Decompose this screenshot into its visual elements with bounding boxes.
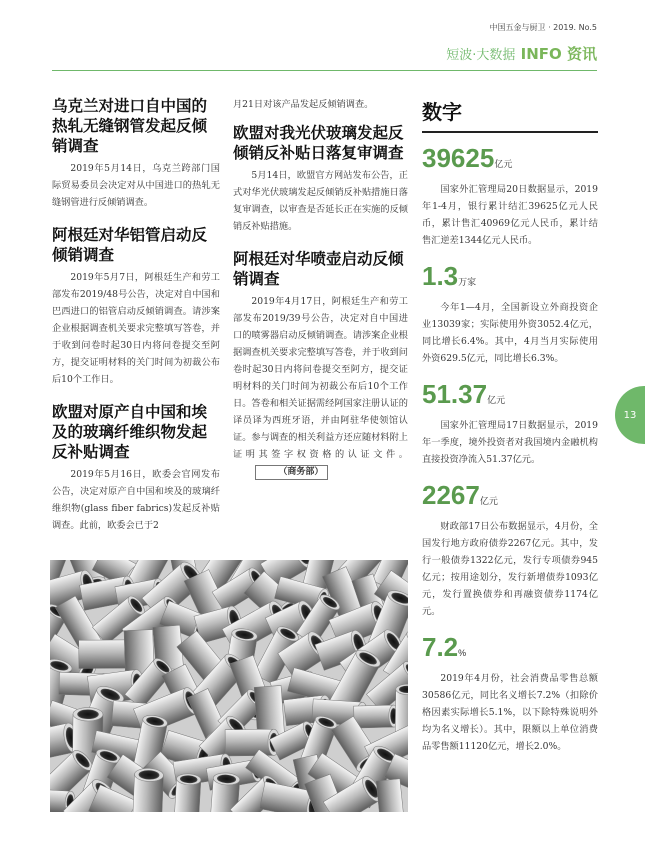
article-body: 2019年5月14日，乌克兰跨部门国际贸易委员会决定对从中国进口的热轧无缝钢管进行反倾销调查。 [52,163,220,208]
source-tag: （商务部） [255,465,328,480]
data-description: 财政部17日公布数据显示，4月份，全国发行地方政府债券2267亿元。其中，发行一般债券1322亿元，发行专项债券945亿元；按用途划分，发行新增债券1093亿元，发行置换债券和再融资债券1174亿元。 [422,521,598,617]
data-item [422,480,598,620]
page-number-tab: 13 [615,386,645,444]
publication-header: 中国五金与厨卫 · 2019. No.5 [489,23,597,32]
data-number-value: 2267 [422,480,480,510]
article-body: 5月14日，欧盟官方网站发布公告，正式对华光伏玻璃发起反倾销反补贴措施日落复审调查，以审查是否延长正在实施的反倾销反补贴措施。 [233,170,408,232]
data-description: 今年1—4月，全国新设立外商投资企业13039家；实际使用外资3052.4亿元，同比增长6.4%。其中，4月当月实际使用外资629.5亿元，同比增长6.3%。 [422,302,598,364]
article-body-text: 2019年4月17日，阿根廷生产和劳工部发布2019/39号公告，决定对自中国进口的喷雾器启动反倾销调查。请涉案企业根据调查机关要求完整填写答卷，并于收到问卷时起30日内将问卷提交至阿方，提交证明材料的关门时间为初裁公布后10个工作日。答卷和相关证据需经阿国家注册认证的译员译为西班牙语，并由阿驻华使领馆认证。参与调查的相关利益方还应随材料附上证明其签字权资格的认证文件。 [233,296,408,460]
data-item [422,632,598,755]
data-unit: 亿元 [479,496,498,506]
data-number-value: 51.37 [422,379,488,409]
data-panel-heading: 数字 [422,96,598,133]
article-argentina-aluminum [52,225,220,388]
steel-pipe [174,773,201,812]
data-description: 国家外汇管理局20日数据显示，2019年1-4月，银行累计结汇39625亿元人民币，累计售汇40969亿元人民币，累计结售汇逆差1344亿元人民币。 [422,184,598,246]
data-number [422,379,598,415]
data-number [422,261,598,297]
article-body: 2019年5月16日，欧委会官网发布公告，决定对原产自中国和埃及的玻璃纤维织物(glass fiber fabrics)发起反补贴调查。此前，欧委会已于2 [52,469,220,531]
data-description: 国家外汇管理局17日数据显示，2019年一季度，境外投资者对我国境内金融机构直接投资净流入51.37亿元。 [422,420,598,465]
article-body [233,293,408,480]
article-continuation [233,96,408,113]
data-unit: 亿元 [494,159,513,169]
column-middle [233,96,408,480]
data-number-value: 7.2 [422,632,459,662]
data-number [422,143,598,179]
section-title-a: 短波·大数据 [446,48,516,63]
article-title: 欧盟对原产自中国和埃及的玻璃纤维织物发起反补贴调查 [52,402,208,461]
steel-pipe [354,705,399,728]
steel-pipes-photo [50,560,408,812]
article-eu-pv-glass [233,123,408,235]
data-item [422,143,598,249]
data-unit: 亿元 [487,395,506,405]
column-left [52,96,220,534]
article-ukraine [52,96,220,211]
data-unit: % [458,648,467,658]
article-title: 乌克兰对进口自中国的热轧无缝钢管发起反倾销调查 [52,96,208,155]
section-title [446,43,597,64]
article-argentina-sprayer [233,249,408,480]
data-description: 2019年4月份，社会消费品零售总额30586亿元，同比名义增长7.2%（扣除价格因素实际增长5.1%，以下除特殊说明外均为名义增长）。其中，限额以上单位消费品零售额11120亿元，增长2.0%。 [422,673,598,752]
steel-pipes-illustration [50,560,408,812]
data-panel [422,96,598,767]
data-unit: 万家 [458,277,477,287]
article-body: 2019年5月7日，阿根廷生产和劳工部发布2019/48号公告，决定对自中国和巴西进口的铝管启动反倾销调查。请涉案企业根据调查机关要求完整填写答卷，并于收到问卷时起30日内将问卷提交至阿方，提交证明材料的关门时间为初裁公布后10个工作日。 [52,272,220,385]
article-eu-glass-fiber [52,402,220,534]
steel-pipe [132,768,163,812]
data-number [422,632,598,668]
article-title: 阿根廷对华喷壶启动反倾销调查 [233,249,404,288]
data-item [422,261,598,367]
article-body: 月21日对该产品发起反倾销调查。 [233,99,374,110]
header-divider [52,70,597,71]
data-number-value: 1.3 [422,261,459,291]
article-title: 欧盟对我光伏玻璃发起反倾销反补贴日落复审调查 [233,123,404,162]
article-title: 阿根廷对华铝管启动反倾销调查 [52,225,208,264]
data-number [422,480,598,516]
data-item [422,379,598,468]
section-title-b: INFO 资讯 [520,45,597,63]
data-number-value: 39625 [422,143,495,173]
